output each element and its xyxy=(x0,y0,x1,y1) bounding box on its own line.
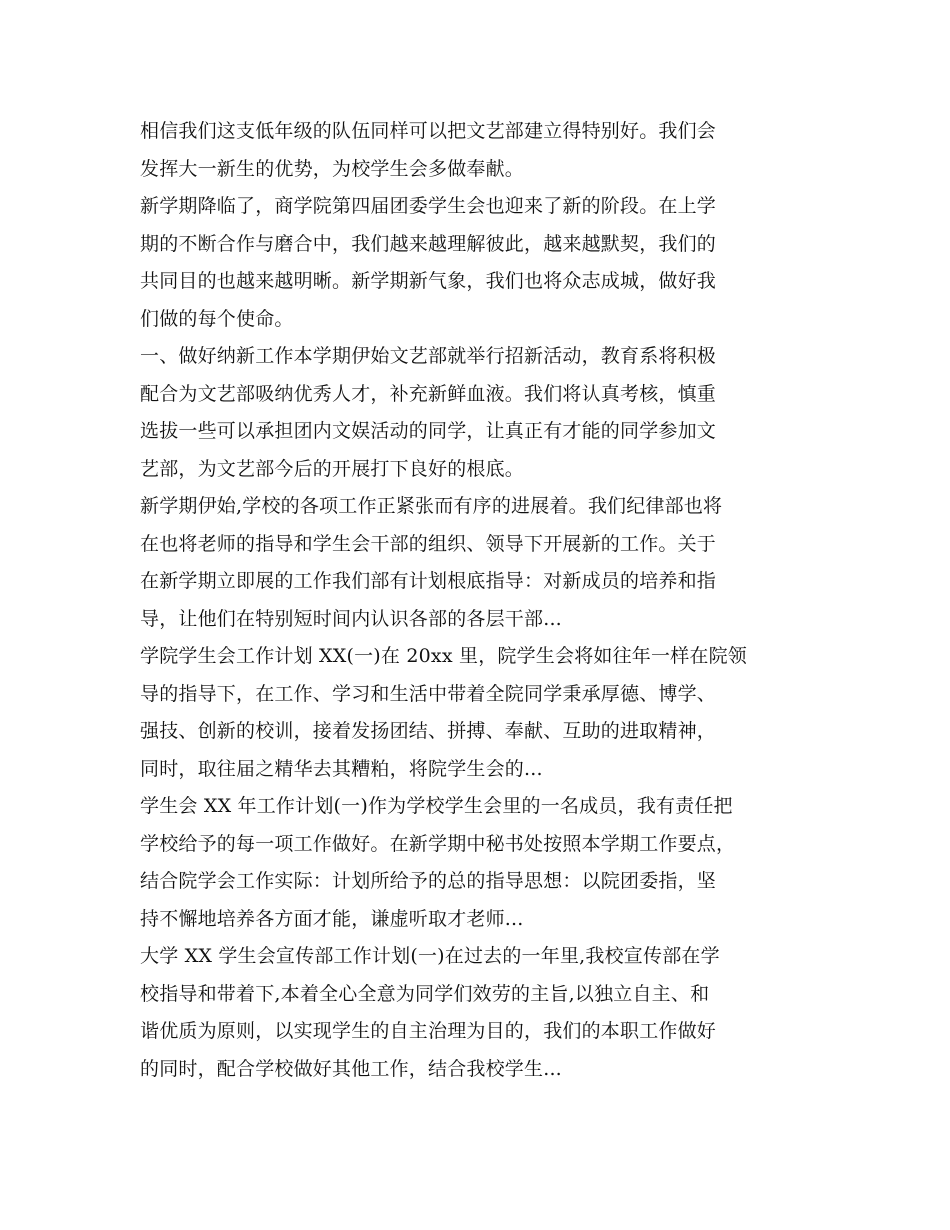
paragraph xyxy=(140,788,830,938)
paragraph xyxy=(140,113,830,188)
text-line: 一、做好纳新工作本学期伊始文艺部就举行招新活动，教育系将积极 xyxy=(140,345,717,367)
text-line: 们做的每个使命。 xyxy=(140,307,294,330)
text-line: 校指导和带着下,本着全心全意为同学们效劳的主旨,以独立自主、和 xyxy=(140,982,710,1005)
text-line: 配合为文艺部吸纳优秀人才，补充新鲜血液。我们将认真考核，慎重 xyxy=(140,382,717,405)
document-body xyxy=(140,113,830,1088)
text-line: 同时，取往届之精华去其糟粕，将院学生会的... xyxy=(140,757,543,780)
paragraph xyxy=(140,488,830,638)
text-line: 导的指导下，在工作、学习和生活中带着全院同学秉承厚德、博学、 xyxy=(140,682,717,705)
text-line: 新学期降临了，商学院第四届团委学生会也迎来了新的阶段。在上学 xyxy=(140,195,717,217)
paragraph xyxy=(140,938,830,1088)
text-line: 学生会 XX 年工作计划(一)作为学校学生会里的一名成员，我有责任把 xyxy=(140,795,733,817)
text-line: 在也将老师的指导和学生会干部的组织、领导下开展新的工作。关于 xyxy=(140,532,717,555)
text-line: 导，让他们在特别短时间内认识各部的各层干部... xyxy=(140,607,562,630)
text-line: 学院学生会工作计划 XX(一)在 20xx 里，院学生会将如往年一样在院领 xyxy=(140,645,748,667)
text-line: 选拔一些可以承担团内文娱活动的同学，让真正有才能的同学参加文 xyxy=(140,420,717,442)
paragraph xyxy=(140,338,830,488)
text-line: 大学 XX 学生会宣传部工作计划(一)在过去的一年里,我校宣传部在学 xyxy=(140,945,720,967)
text-line: 艺部，为文艺部今后的开展打下良好的根底。 xyxy=(140,457,525,480)
paragraph xyxy=(140,188,830,338)
text-line: 期的不断合作与磨合中，我们越来越理解彼此，越来越默契，我们的 xyxy=(140,232,717,255)
text-line: 持不懈地培养各方面才能，谦虚听取才老师... xyxy=(140,907,524,930)
text-line: 谐优质为原则，以实现学生的自主治理为目的，我们的本职工作做好 xyxy=(140,1020,717,1042)
text-line: 在新学期立即展的工作我们部有计划根底指导：对新成员的培养和指 xyxy=(140,570,717,592)
paragraph xyxy=(140,638,830,788)
text-line: 强技、创新的校训，接着发扬团结、拼搏、奉献、互助的进取精神， xyxy=(140,720,717,742)
text-line: 学校给予的每一项工作做好。在新学期中秘书处按照本学期工作要点， xyxy=(140,832,736,855)
text-line: 结合院学会工作实际：计划所给予的总的指导思想：以院团委指，坚 xyxy=(140,870,717,892)
text-line: 新学期伊始,学校的各项工作正紧张而有序的进展着。我们纪律部也将 xyxy=(140,495,723,517)
text-line: 发挥大一新生的优势，为校学生会多做奉献。 xyxy=(140,157,525,180)
text-line: 的同时，配合学校做好其他工作，结合我校学生... xyxy=(140,1057,562,1080)
text-line: 相信我们这支低年级的队伍同样可以把文艺部建立得特别好。我们会 xyxy=(140,120,717,142)
text-line: 共同目的也越来越明晰。新学期新气象，我们也将众志成城，做好我 xyxy=(140,270,717,292)
